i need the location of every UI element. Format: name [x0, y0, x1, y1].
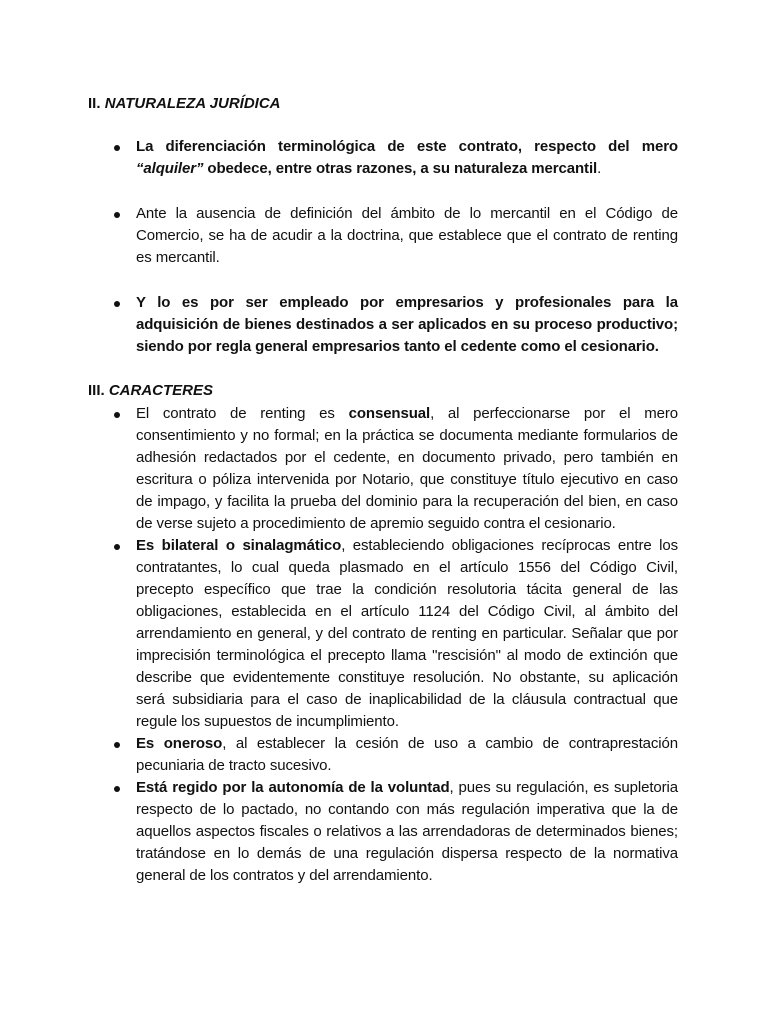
- item-text-part: , pues su regulación, es supletoria respecto de lo pactado, no contando con más regulación imperativa que la de aquellos aspectos fiscales o relativos a las arrendadoras de determinados bienes; tratándose en lo demás de una regulación dispersa respecto de la normativa general de los contratos y del arrendamiento.: [136, 779, 679, 884]
- bullet-icon: [114, 412, 120, 418]
- section-title: NATURALEZA JURÍDICA: [104, 95, 281, 112]
- item-text-part: El contrato de renting es: [136, 405, 349, 422]
- list-item: [0, 292, 768, 358]
- item-text: [136, 136, 678, 180]
- item-italic-term: “alquiler”: [136, 160, 204, 177]
- list-item: [0, 733, 768, 777]
- section-heading-caracteres: [88, 380, 213, 402]
- item-text-part: , estableciendo obligaciones recíprocas entre los contratantes, lo cual queda plasmado en el artículo 1556 del Código Civil, precepto específico que trae la condición resolutoria tácita general de las obligaciones, establecida en el artículo 1124 del Código Civil, al ámbito del arrendamiento en general, y del contrato de renting en particular. Señalar que por imprecisión terminológica el precepto llama "rescisión" al modo de extinción que describe que evidentemente constituye resolución. No obstante, su aplicación será subsidiaria para el caso de inaplicabilidad de la cláusula contractual que regule los supuestos de incumplimiento.: [136, 537, 678, 730]
- bullet-icon: [114, 145, 120, 151]
- bullet-icon: [114, 301, 120, 307]
- bullet-icon: [114, 212, 120, 218]
- item-text: [136, 403, 678, 535]
- list-item: [0, 777, 768, 887]
- list-item: [0, 136, 768, 180]
- item-text: [136, 777, 678, 887]
- item-text: Y lo es por ser empleado por empresarios y profesionales para la adquisición de bienes destinados a ser aplicados en su proceso productivo; siendo por regla general empresarios tanto el cedente como el cesionario.: [136, 294, 678, 355]
- section-heading-naturaleza: [88, 93, 281, 115]
- section-number: II.: [88, 95, 101, 112]
- item-bold-term: Es bilateral o sinalagmático: [136, 537, 342, 554]
- item-bold-term: Es oneroso: [136, 735, 223, 752]
- item-text-part: obedece, entre otras razones, a su naturaleza mercantil: [203, 160, 598, 177]
- bullet-icon: [114, 544, 120, 550]
- item-bold-term: Está regido por la autonomía de la voluntad: [136, 779, 450, 796]
- list-item: [0, 535, 768, 733]
- item-text-end: .: [597, 160, 602, 177]
- item-text-part: La diferenciación terminológica de este contrato, respecto del mero: [136, 138, 678, 155]
- item-text: [136, 535, 678, 733]
- caracteres-list: [0, 403, 768, 887]
- naturaleza-list: [0, 136, 768, 358]
- list-item: [0, 403, 768, 535]
- section-title: CARACTERES: [108, 382, 214, 399]
- section-number: III.: [88, 382, 105, 399]
- bullet-icon: [114, 742, 120, 748]
- item-bold-term: consensual: [348, 405, 431, 422]
- item-text-part: , al perfeccionarse por el mero consentimiento y no formal; en la práctica se documenta mediante formularios de adhesión redactados por el cedente, en documento privado, pero también en escritura o póliza intervenida por Notario, que constituye título ejecutivo en caso de impago, y facilita la prueba del dominio para la recuperación del bien, en caso de verse sujeto a procedimiento de apremio seguido contra el cesionario.: [136, 405, 679, 532]
- item-text: [136, 733, 678, 777]
- item-text-part: , al establecer la cesión de uso a cambio de contraprestación pecuniaria de tracto sucesivo.: [136, 735, 678, 774]
- bullet-icon: [114, 786, 120, 792]
- list-item: [0, 203, 768, 269]
- item-text: Ante la ausencia de definición del ámbito de lo mercantil en el Código de Comercio, se ha de acudir a la doctrina, que establece que el contrato de renting es mercantil.: [136, 205, 678, 266]
